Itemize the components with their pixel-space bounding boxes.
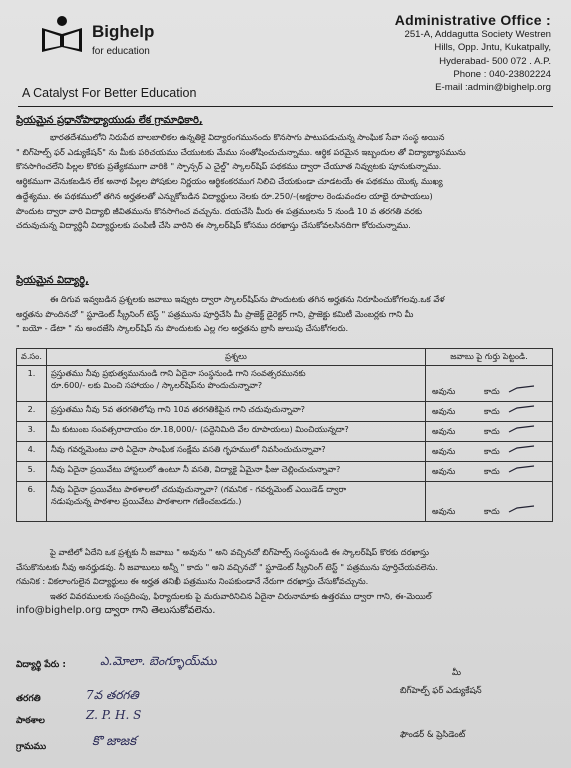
- after-line: చేసుకొనుటకు నీవు అనర్హుడవు. నీ జవాబులు అన్నీ " కాదు " అని వచ్చినచో " స్టూడెంట్ స్క్రీనింగ్ టెస్ట్ " పత్రమును పూర్తిచేయవలెను.: [16, 561, 438, 572]
- school-label: పాఠశాల: [16, 716, 45, 726]
- after-table-paragraph: [16, 545, 553, 619]
- after-line: ఇతర వివరములకు సంప్రదింపు, ఫిర్యాదులకు పై మరువారినిచిన ఏదైనా చిరునామాకు ఉత్తరము ద్వారా గాని, ఈ-మెయిల్: [50, 591, 432, 602]
- answer-cell[interactable]: [426, 482, 553, 522]
- office-title: Administrative Office :: [394, 12, 551, 28]
- signature-block: [400, 664, 550, 744]
- answer-no-option[interactable]: కాదు: [484, 466, 500, 476]
- answer-no-option[interactable]: కాదు: [484, 506, 500, 516]
- book-person-logo-icon: [40, 14, 84, 54]
- table-row: [17, 366, 553, 402]
- answer-no-option[interactable]: కాదు: [484, 426, 500, 436]
- row-number: 3.: [17, 422, 47, 442]
- intro-line: పొందుట ద్వారా వారి విద్యాభి జీవితమును కొనసాగించ వచ్చును. దయచేసి మీరు ఈ పత్రములను 5 నుండి 10 వ తరగతి వరకు: [16, 205, 423, 216]
- intro-line: భారతదేశములోని నిరుపేద బాలబాలికల ఉన్నతికై విద్యారంగమునందు కొనసాగు పాటుపడుచున్న సాంఘిక సేవా సంస్థ అయిన: [50, 132, 445, 142]
- sign-line: బిగ్‌హెల్ప్ ఫర్ ఎడ్యుకేషన్: [400, 686, 482, 696]
- row-question: నీవు గవర్నమెంటు వారి ఏదైనా సాంఘిక సంక్షేమ వసతి గృహములో నివసించుచున్నావా?: [46, 442, 425, 462]
- row-question: ప్రస్తుతము నీవు ప్రభుత్వమునుండి గాని ఏదైనా సంస్థనుండి గాని సంవత్సరమునకు రూ.600/- లకు మించి సహాయం / స్కాలర్‌షిప్‌ను పొందుచున్నావా?: [46, 366, 425, 402]
- tick-mark-icon: [508, 385, 536, 395]
- col-header-num: వ.సం.: [17, 349, 47, 366]
- answer-yes-option[interactable]: అవును: [432, 446, 456, 456]
- eligibility-table: [16, 348, 553, 522]
- answer-cell[interactable]: [426, 462, 553, 482]
- office-phone: Phone : 040-23802224: [453, 68, 551, 80]
- tick-mark-icon: [508, 465, 536, 475]
- intro-line: కొనసాగించలేని పిల్లల కొరకు ప్రత్యేకముగా వారికి " స్పాన్సర్ ఎ చైల్డ్" స్కాలర్‌షిప్ పథకము ద్వారా చేయూత నివ్వుటకు పూనుకున్నాము.: [16, 161, 442, 172]
- student-name-label: విద్యార్థి పేరు :: [16, 660, 66, 670]
- table-row: [17, 482, 553, 522]
- row-question: నీవు ఏదైనా ప్రయివేటు పాఠశాలలో చదువుచున్నావా? (గమనిక - గవర్నమెంట్ ఎయిడెడ్ ద్వారా నడుపుచున్న పాఠశాల ప్రయివేటు పాఠశాలగా గణించబడదు.): [46, 482, 425, 522]
- office-line: Hills, Opp. Jntu, Kukatpally,: [434, 42, 551, 54]
- tick-mark-icon: [508, 505, 536, 515]
- answer-cell[interactable]: [426, 422, 553, 442]
- student-line: " బయో - డేటా " ను అందజేసి స్కాలర్‌షిప్ ను పొందుటకు ఎల్ల గల అర్హతను బ్రాసి జులుపు చేసుకోగలరు.: [16, 323, 349, 334]
- student-line: ఈ దిగువ ఇవ్వబడిన ప్రశ్నలకు జవాబు ఇవ్వుట ద్వారా స్కాలర్‌షిప్‌ను పొందుటకు తగిన అర్హతను నిరూపించుకోగలవు.ఒక వేళ: [50, 294, 445, 304]
- table-row: [17, 422, 553, 442]
- sign-line: ఫౌండర్ & ప్రెసిడెంట్: [400, 730, 466, 740]
- intro-line: " బిగ్‌హెల్ప్ ఫర్ ఎడ్యుకేషన్" ను మీకు పరిచయము చేయుటకు మేము సంతోషించుచున్నాము. ఆర్థిక పరమైన ఇబ్బందుల తో విద్యాభ్యాసమును: [16, 146, 466, 157]
- student-salutation: ప్రియమైన విద్యార్థి,: [16, 275, 89, 286]
- row-number: 2.: [17, 402, 47, 422]
- answer-yes-option[interactable]: అవును: [432, 386, 456, 396]
- table-row: [17, 462, 553, 482]
- intro-line: చదువుచున్న విద్యార్థినీ విద్యార్థులకు పంపిణీ చేసి వారిని ఈ స్కాలర్‌షిప్ కోసము దరఖాస్తు చేసుకోవలసినదిగా కోరుచున్నాము.: [16, 220, 411, 231]
- table-header-row: [17, 349, 553, 366]
- tick-mark-icon: [508, 405, 536, 415]
- email-line: info@bighelp.org ద్వారా గాని తెలుసుకోవలెను.: [16, 604, 216, 616]
- row-number: 5.: [17, 462, 47, 482]
- row-number: 6.: [17, 482, 47, 522]
- answer-no-option[interactable]: కాదు: [484, 406, 500, 416]
- school-value[interactable]: Z. P. H. S: [86, 708, 142, 722]
- student-line: అర్హతను పొందినచో " స్టూడెంట్ స్క్రీనింగ్ టెస్ట్ " పత్రమును పూర్తిచేసి మీ ప్రాజెక్ట్ డైరెక్టర్ గాని, ప్రాజెక్టు కమిటీ మెంబర్లకు గాని మీ: [16, 308, 414, 319]
- office-line: 251-A, Addagutta Society Westren: [404, 29, 551, 40]
- village-value[interactable]: కొ జాజక: [92, 734, 137, 749]
- row-question: మీ కుటుంబ సంవత్సరాదాయం రూ.18,000/- (పద్దెనిమిది వేల రూపాయలు) మించియున్నదా?: [46, 422, 425, 442]
- answer-yes-option[interactable]: అవును: [432, 426, 456, 436]
- tagline: A Catalyst For Better Education: [22, 86, 197, 100]
- sign-line: మీ: [452, 668, 461, 678]
- intro-paragraph: [16, 130, 553, 233]
- class-label: తరగతి: [16, 694, 41, 704]
- intro-line: ఆర్థికముగా వెనుకబడిన లేక అనాథ పిల్లల పోషకుల నిర్ణయం ఆర్థికంకరముగ నిలిచి చేయకుండా చూడటయే ఈ పథకము యొక్క ముఖ్య: [16, 176, 443, 187]
- row-number: 1.: [17, 366, 47, 402]
- class-value[interactable]: 7వ తరగతి: [86, 688, 139, 702]
- office-line: Hyderabad- 500 072 . A.P.: [439, 55, 551, 67]
- after-line: పై వాటిలో ఏదేని ఒక ప్రశ్నకు నీ జవాబు " అవును " అని వచ్చినచో బిగ్‌హెల్ప్ సంస్థనుండి ఈ స్కాలర్‌షిప్ కొరకు దరఖాస్తు: [50, 547, 429, 557]
- row-number: 4.: [17, 442, 47, 462]
- intro-line: ఉద్దేశ్యము. ఈ పథకములో తగిన అర్హతలతో ఎన్నుకోబడిన విద్యార్థులు నెలకు రూ.250/-(అక్షరాల రెండువందల యాభై రూపాయలు): [16, 190, 433, 201]
- answer-yes-option[interactable]: అవును: [432, 466, 456, 476]
- tick-mark-icon: [508, 445, 536, 455]
- col-header-question: ప్రశ్నలు: [46, 349, 425, 366]
- brand-name: Bighelp: [92, 22, 155, 41]
- answer-cell[interactable]: [426, 402, 553, 422]
- answer-yes-option[interactable]: అవును: [432, 406, 456, 416]
- table-row: [17, 402, 553, 422]
- village-label: గ్రామము: [16, 742, 47, 752]
- salutation: ప్రియమైన ప్రధానోపాధ్యాయుడు లేక గ్రామాధికారి,: [16, 115, 203, 126]
- header-divider: [18, 106, 553, 107]
- tick-mark-icon: [508, 425, 536, 435]
- table-row: [17, 442, 553, 462]
- brand-subtitle: for education: [92, 46, 150, 57]
- office-email: E-mail :admin@bighelp.org: [435, 82, 551, 94]
- row-question: ప్రస్తుతము నీవు 5వ తరగతిలోపు గాని 10వ తరగతికిపైన గాని చదువుచున్నావా?: [46, 402, 425, 422]
- row-question: నీవు ఏదైనా ప్రయివేటు హాస్టలులో ఉంటూ నీ వసతి, విద్యాకై ఏమైనా ఫీజు చెల్లించుచున్నావా?: [46, 462, 425, 482]
- answer-cell[interactable]: [426, 442, 553, 462]
- answer-no-option[interactable]: కాదు: [484, 386, 500, 396]
- col-header-answer: జవాబు పై గుర్తు పెట్టండి.: [426, 349, 553, 366]
- answer-no-option[interactable]: కాదు: [484, 446, 500, 456]
- note-line: గమనిక : వికలాంగులైన విద్యార్థులు ఈ అర్హత తనిఖీ పత్రమును నింపకుండానే నేరుగా దరఖాస్తు చేసుకోవచ్చును.: [16, 576, 369, 587]
- student-name-value[interactable]: ఎ.మోలా. బెంగ్ళూయ్‌ము: [100, 654, 217, 668]
- answer-yes-option[interactable]: అవును: [432, 506, 456, 516]
- answer-cell[interactable]: [426, 366, 553, 402]
- office-address-block: [301, 12, 551, 94]
- student-paragraph: [16, 292, 553, 336]
